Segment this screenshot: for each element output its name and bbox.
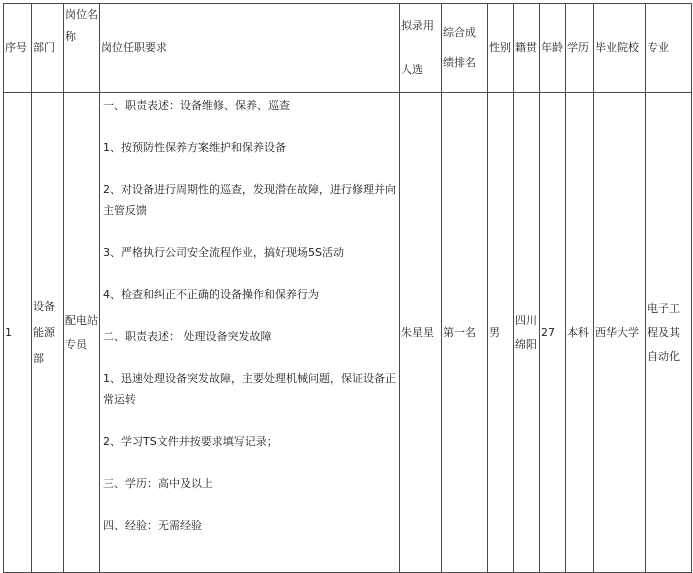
header-row: [4, 4, 692, 93]
cell-school: 西华大学: [594, 93, 646, 573]
requirement-line: 1、按预防性保养方案维护和保养设备: [103, 141, 286, 154]
recruitment-table: [3, 3, 692, 573]
cell-ranking: 第一名: [442, 93, 488, 573]
requirement-line: 三、学历：高中及以上: [103, 477, 213, 490]
cell-hometown: 四川绵阳: [514, 93, 540, 573]
table-row: [4, 93, 692, 573]
cell-gender: 男: [488, 93, 514, 573]
cell-age: 27: [540, 93, 566, 573]
cell-position-name: 配电站专员: [64, 93, 100, 573]
requirement-line: 1、迅速处理设备突发故障，主要处理机械问题，保证设备正常运转: [103, 372, 396, 406]
requirement-line: 四、经验：无需经验: [103, 519, 202, 532]
header-dept: 部门: [32, 4, 64, 93]
cell-seq: 1: [4, 93, 32, 573]
cell-education: 本科: [566, 93, 594, 573]
requirement-line: 二、职责表述： 处理设备突发故障: [103, 330, 272, 343]
cell-dept: 设备能源部: [32, 93, 64, 573]
header-position-name: 岗位名称: [64, 4, 100, 93]
cell-major: 电子工程及其自动化: [646, 93, 692, 573]
header-age: 年龄: [540, 4, 566, 93]
requirement-line: 2、学习TS文件并按要求填写记录；: [103, 435, 278, 448]
header-education: 学历: [566, 4, 594, 93]
requirement-line: 一、职责表述：设备维修、保养、巡查: [103, 99, 290, 112]
requirement-line: 3、严格执行公司安全流程作业，搞好现场5S活动: [103, 246, 344, 259]
header-hometown: 籍贯: [514, 4, 540, 93]
cell-candidate: 朱星星: [400, 93, 442, 573]
header-major: 专业: [646, 4, 692, 93]
cell-requirements: [100, 93, 400, 573]
header-gender: 性别: [488, 4, 514, 93]
header-seq: 序号: [4, 4, 32, 93]
header-school: 毕业院校: [594, 4, 646, 93]
header-candidate: 拟录用人选: [400, 4, 442, 93]
header-ranking: 综合成绩排名: [442, 4, 488, 93]
requirement-line: 4、检查和纠正不正确的设备操作和保养行为: [103, 288, 319, 301]
requirement-line: 2、对设备进行周期性的巡查，发现潜在故障，进行修理并向主管反馈: [103, 183, 396, 217]
header-requirements: 岗位任职要求: [100, 4, 400, 93]
